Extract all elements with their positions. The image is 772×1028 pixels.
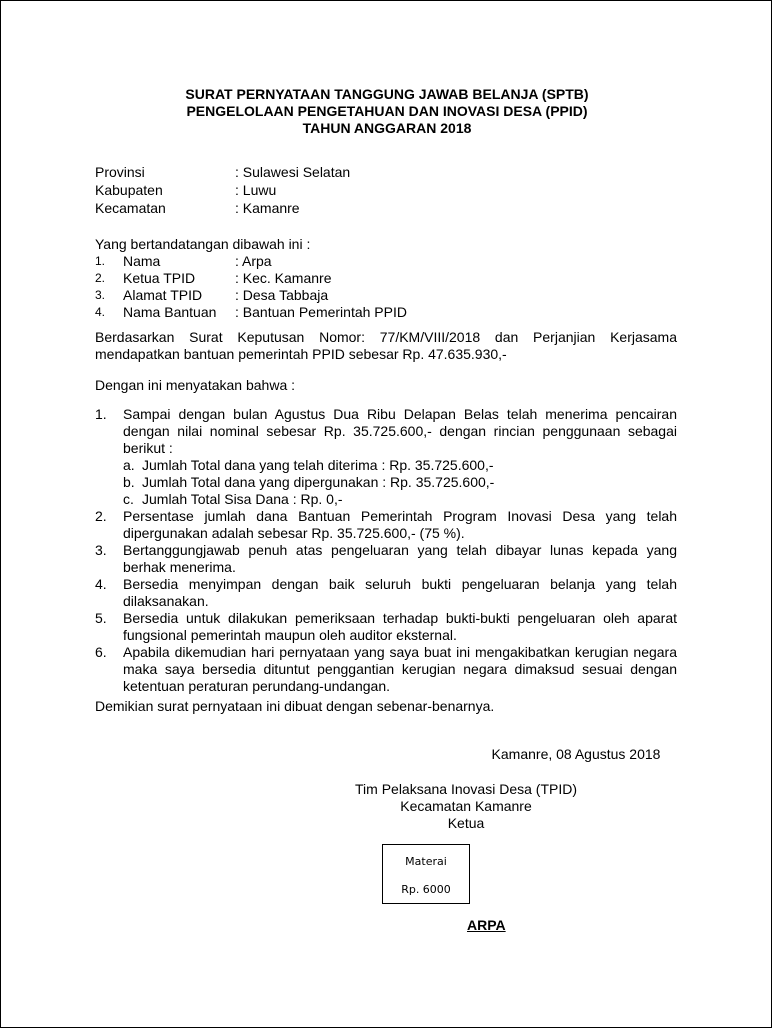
- identity-value: : Desa Tabbaja: [235, 287, 329, 303]
- identity-key: Nama Bantuan: [123, 304, 217, 320]
- signature-org-line-2: Kecamatan Kamanre: [400, 798, 532, 814]
- identity-number: 2.: [95, 271, 106, 285]
- statement-item: [95, 644, 677, 695]
- sub-item-text: Jumlah Total Sisa Dana : Rp. 0,-: [142, 491, 343, 507]
- title-line-2: PENGELOLAAN PENGETAHUAN DAN INOVASI DESA (PPID): [186, 103, 588, 119]
- location-value: : Sulawesi Selatan: [235, 164, 351, 180]
- signer-name: ARPA: [467, 917, 506, 933]
- item-number: 4.: [95, 576, 107, 592]
- sub-item: [123, 491, 677, 508]
- statement-list: [95, 406, 677, 695]
- stamp-value: Rp. 6000: [401, 883, 451, 896]
- signature-role: Ketua: [447, 815, 485, 831]
- item-number: 3.: [95, 542, 107, 558]
- location-key: Provinsi: [95, 164, 145, 180]
- place-date: Kamanre, 08 Agustus 2018: [491, 746, 661, 762]
- title-line-3: TAHUN ANGGARAN 2018: [302, 120, 472, 136]
- location-key: Kabupaten: [95, 182, 163, 198]
- identity-row: [95, 304, 407, 321]
- basis-paragraph: Berdasarkan Surat Keputusan Nomor: 77/KM/VIII/2018 dan Perjanjian Kerjasama mendapatkan bantuan pemerintah PPID sebesar Rp. 47.635.930,-: [95, 329, 677, 362]
- location-value: : Kamanre: [235, 200, 300, 216]
- item-text: Bersedia untuk dilakukan pemeriksaan terhadap bukti-bukti pengeluaran oleh aparat fungsional pemerintah maupun oleh auditor eksternal.: [123, 610, 677, 643]
- identity-value: : Kec. Kamanre: [235, 270, 332, 286]
- item-number: 5.: [95, 610, 107, 626]
- location-block: [95, 164, 350, 218]
- statement-item: [95, 508, 677, 542]
- item-number: 1.: [95, 406, 107, 422]
- identity-key: Alamat TPID: [123, 287, 203, 303]
- item-text: Sampai dengan bulan Agustus Dua Ribu Delapan Belas telah menerima pencairan dengan nilai nominal sebesar Rp. 35.725.600,- dengan rincian penggunaan sebagai berikut :: [123, 406, 677, 456]
- signature-block: [331, 781, 601, 832]
- item-text: Persentase jumlah dana Bantuan Pemerintah Program Inovasi Desa yang telah dipergunakan adalah sebesar Rp. 35.725.600,- (75 %).: [123, 508, 677, 541]
- item-number: 2.: [95, 508, 107, 524]
- item-text: Apabila dikemudian hari pernyataan yang saya buat ini mengakibatkan kerugian negara maka saya bersedia dituntut penggantian kerugian negara dimaksud sesuai dengan ketentuan peraturan perundang-undangan.: [123, 644, 677, 694]
- identity-value: : Arpa: [235, 253, 272, 269]
- item-text: Bersedia menyimpan dengan baik seluruh bukti pengeluaran belanja yang telah dilaksanakan.: [123, 576, 677, 609]
- stamp-label: Materai: [405, 855, 447, 868]
- signatory-intro: Yang bertandatangan dibawah ini :: [95, 236, 311, 252]
- identity-number: 1.: [95, 254, 106, 268]
- identity-key: Nama: [123, 253, 161, 269]
- document-title: [1, 86, 772, 137]
- location-row: [95, 182, 350, 200]
- sub-item-letter: c.: [123, 491, 134, 507]
- statement-item: [95, 610, 677, 644]
- statement-item: [95, 406, 677, 508]
- item-body: [123, 406, 677, 508]
- sub-item: [123, 474, 677, 491]
- identity-number: 3.: [95, 288, 106, 302]
- location-key: Kecamatan: [95, 200, 166, 216]
- identity-block: [95, 253, 407, 321]
- identity-row: [95, 287, 407, 304]
- identity-row: [95, 253, 407, 270]
- identity-key: Ketua TPID: [123, 270, 196, 286]
- location-value: : Luwu: [235, 182, 277, 198]
- statement-intro: Dengan ini menyatakan bahwa :: [95, 377, 296, 393]
- sub-item-letter: b.: [123, 474, 135, 490]
- sub-item: [123, 457, 677, 474]
- sub-item-letter: a.: [123, 457, 135, 473]
- statement-item: [95, 542, 677, 576]
- identity-row: [95, 270, 407, 287]
- item-text: Bertanggungjawab penuh atas pengeluaran yang telah dibayar lunas kepada yang berhak menerima.: [123, 542, 677, 575]
- closing-statement: Demikian surat pernyataan ini dibuat dengan sebenar-benarnya.: [95, 698, 495, 714]
- statement-item: [95, 576, 677, 610]
- identity-number: 4.: [95, 305, 106, 319]
- signature-org-line-1: Tim Pelaksana Inovasi Desa (TPID): [355, 781, 577, 797]
- identity-value: : Bantuan Pemerintah PPID: [235, 304, 407, 320]
- duty-stamp-box: [382, 844, 470, 904]
- location-row: [95, 200, 350, 218]
- title-line-1: SURAT PERNYATAAN TANGGUNG JAWAB BELANJA (SPTB): [185, 86, 589, 102]
- location-row: [95, 164, 350, 182]
- sub-item-text: Jumlah Total dana yang telah diterima : Rp. 35.725.600,-: [142, 457, 494, 473]
- item-number: 6.: [95, 644, 107, 660]
- sub-item-text: Jumlah Total dana yang dipergunakan : Rp. 35.725.600,-: [142, 474, 495, 490]
